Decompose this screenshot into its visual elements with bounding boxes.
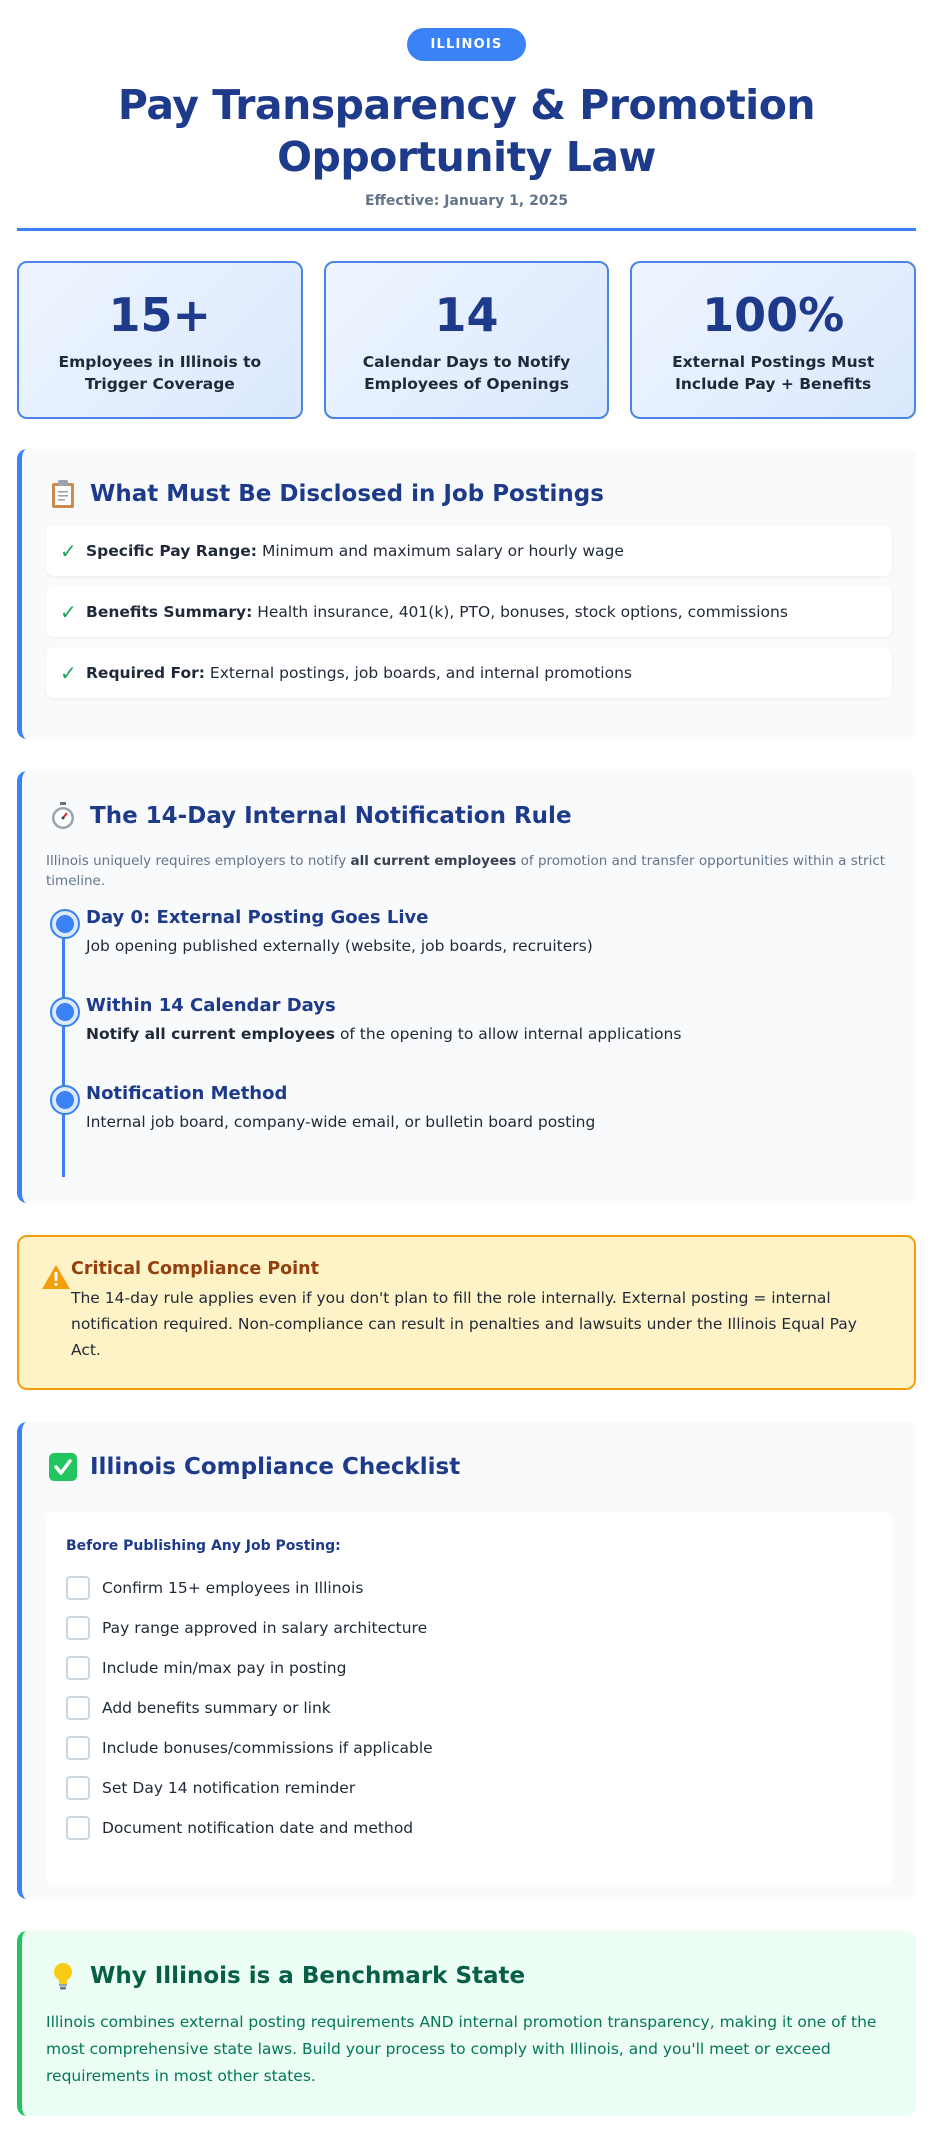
benchmark-text: Illinois combines external posting requirements AND internal promotion transparency, making it one of the most comprehensive state laws. Build your process to comply with Illinois, and you'll meet or exceed requirements in most other states. [46,2013,877,2085]
checklist-item[interactable]: Include min/max pay in posting [66,1648,872,1688]
checkbox[interactable] [66,1656,90,1680]
page-title: Pay Transparency & Promotion Opportunity Law [117,81,816,181]
checklist-section [17,1422,916,1899]
stat-label: Calendar Days to Notify Employees of Openings [362,353,571,393]
item-text: Health insurance, 401(k), PTO, bonuses, stock options, commissions [252,602,788,621]
stat-label: External Postings Must Include Pay + Benefits [672,353,875,393]
checkbox[interactable] [66,1696,90,1720]
timeline-dot [50,1085,80,1115]
compliance-alert [17,1235,916,1390]
timeline-title: Within 14 Calendar Days [86,995,336,1016]
checklist-item[interactable]: Include bonuses/commissions if applicable [66,1728,872,1768]
timeline-item [86,993,892,1081]
list-item [46,586,892,637]
stat-label: Employees in Illinois to Trigger Coverage [58,353,262,393]
stat-card-postings [630,261,916,419]
list-item [46,525,892,576]
checkbox[interactable] [66,1576,90,1600]
item-label: Benefits Summary: [86,602,253,621]
checkbox[interactable] [66,1776,90,1800]
checkmark-box-icon [46,1450,80,1484]
stopwatch-icon [46,799,80,833]
lightbulb-icon [46,1959,80,1993]
checklist-subtitle: Before Publishing Any Job Posting: [66,1538,341,1554]
stat-card-employees [17,261,303,419]
rule-intro: Illinois uniquely requires employers to notify all current employees of promotion and transfer opportunities within a strict timeline. [46,853,886,889]
timeline-dot [50,997,80,1027]
header-divider [17,228,916,231]
item-label: Required For: [86,663,205,682]
check-icon: ✓ [60,538,77,563]
item-text: Minimum and maximum salary or hourly wage [257,541,624,560]
checklist-card [46,1512,892,1885]
timeline [46,905,892,1169]
checkbox[interactable] [66,1816,90,1840]
checklist-item[interactable]: Set Day 14 notification reminder [66,1768,872,1808]
section-title: Illinois Compliance Checklist [90,1454,461,1480]
checklist-item[interactable]: Pay range approved in salary architecture [66,1608,872,1648]
disclosure-list [46,525,892,698]
checkbox[interactable] [66,1736,90,1760]
stat-card-days [324,261,610,419]
timeline-dot [50,909,80,939]
stat-value: 15+ [108,288,212,342]
alert-title: Critical Compliance Point [71,1259,320,1279]
check-icon: ✓ [60,599,77,624]
timeline-title: Notification Method [86,1083,288,1104]
section-title: What Must Be Disclosed in Job Postings [90,481,604,507]
item-text: External postings, job boards, and internal promotions [205,663,632,682]
disclosure-section [17,449,916,739]
clipboard-icon [46,477,80,511]
timeline-item [86,1081,892,1169]
state-badge: ILLINOIS [407,28,527,61]
checklist-item[interactable]: Add benefits summary or link [66,1688,872,1728]
timeline-title: Day 0: External Posting Goes Live [86,907,429,928]
benchmark-section [17,1931,916,2116]
timeline-line [62,911,65,1177]
page-header [0,0,933,231]
stat-value: 14 [434,288,499,342]
checkbox[interactable] [66,1616,90,1640]
section-title: The 14-Day Internal Notification Rule [90,803,572,829]
timeline-item [86,905,892,993]
section-title: Why Illinois is a Benchmark State [90,1963,526,1989]
stat-value: 100% [702,288,845,342]
item-label: Specific Pay Range: [86,541,258,560]
effective-date: Effective: January 1, 2025 [364,193,569,209]
timeline-desc: Internal job board, company-wide email, or bulletin board posting [86,1113,596,1131]
checklist-item[interactable]: Confirm 15+ employees in Illinois [66,1568,872,1608]
list-item [46,647,892,698]
warning-icon [41,1263,71,1388]
checklist-item[interactable]: Document notification date and method [66,1808,872,1848]
timeline-desc: Job opening published externally (website, job boards, recruiters) [86,937,593,955]
alert-text: The 14-day rule applies even if you don't plan to fill the role internally. External posting = internal notification required. Non-compliance can result in penalties and lawsuits under the Illinois Equal Pay Act. [71,1289,857,1359]
check-icon: ✓ [60,660,77,685]
timeline-desc: Notify all current employees of the opening to allow internal applications [86,1025,682,1043]
notification-rule-section [17,771,916,1203]
stats-row [17,261,916,419]
